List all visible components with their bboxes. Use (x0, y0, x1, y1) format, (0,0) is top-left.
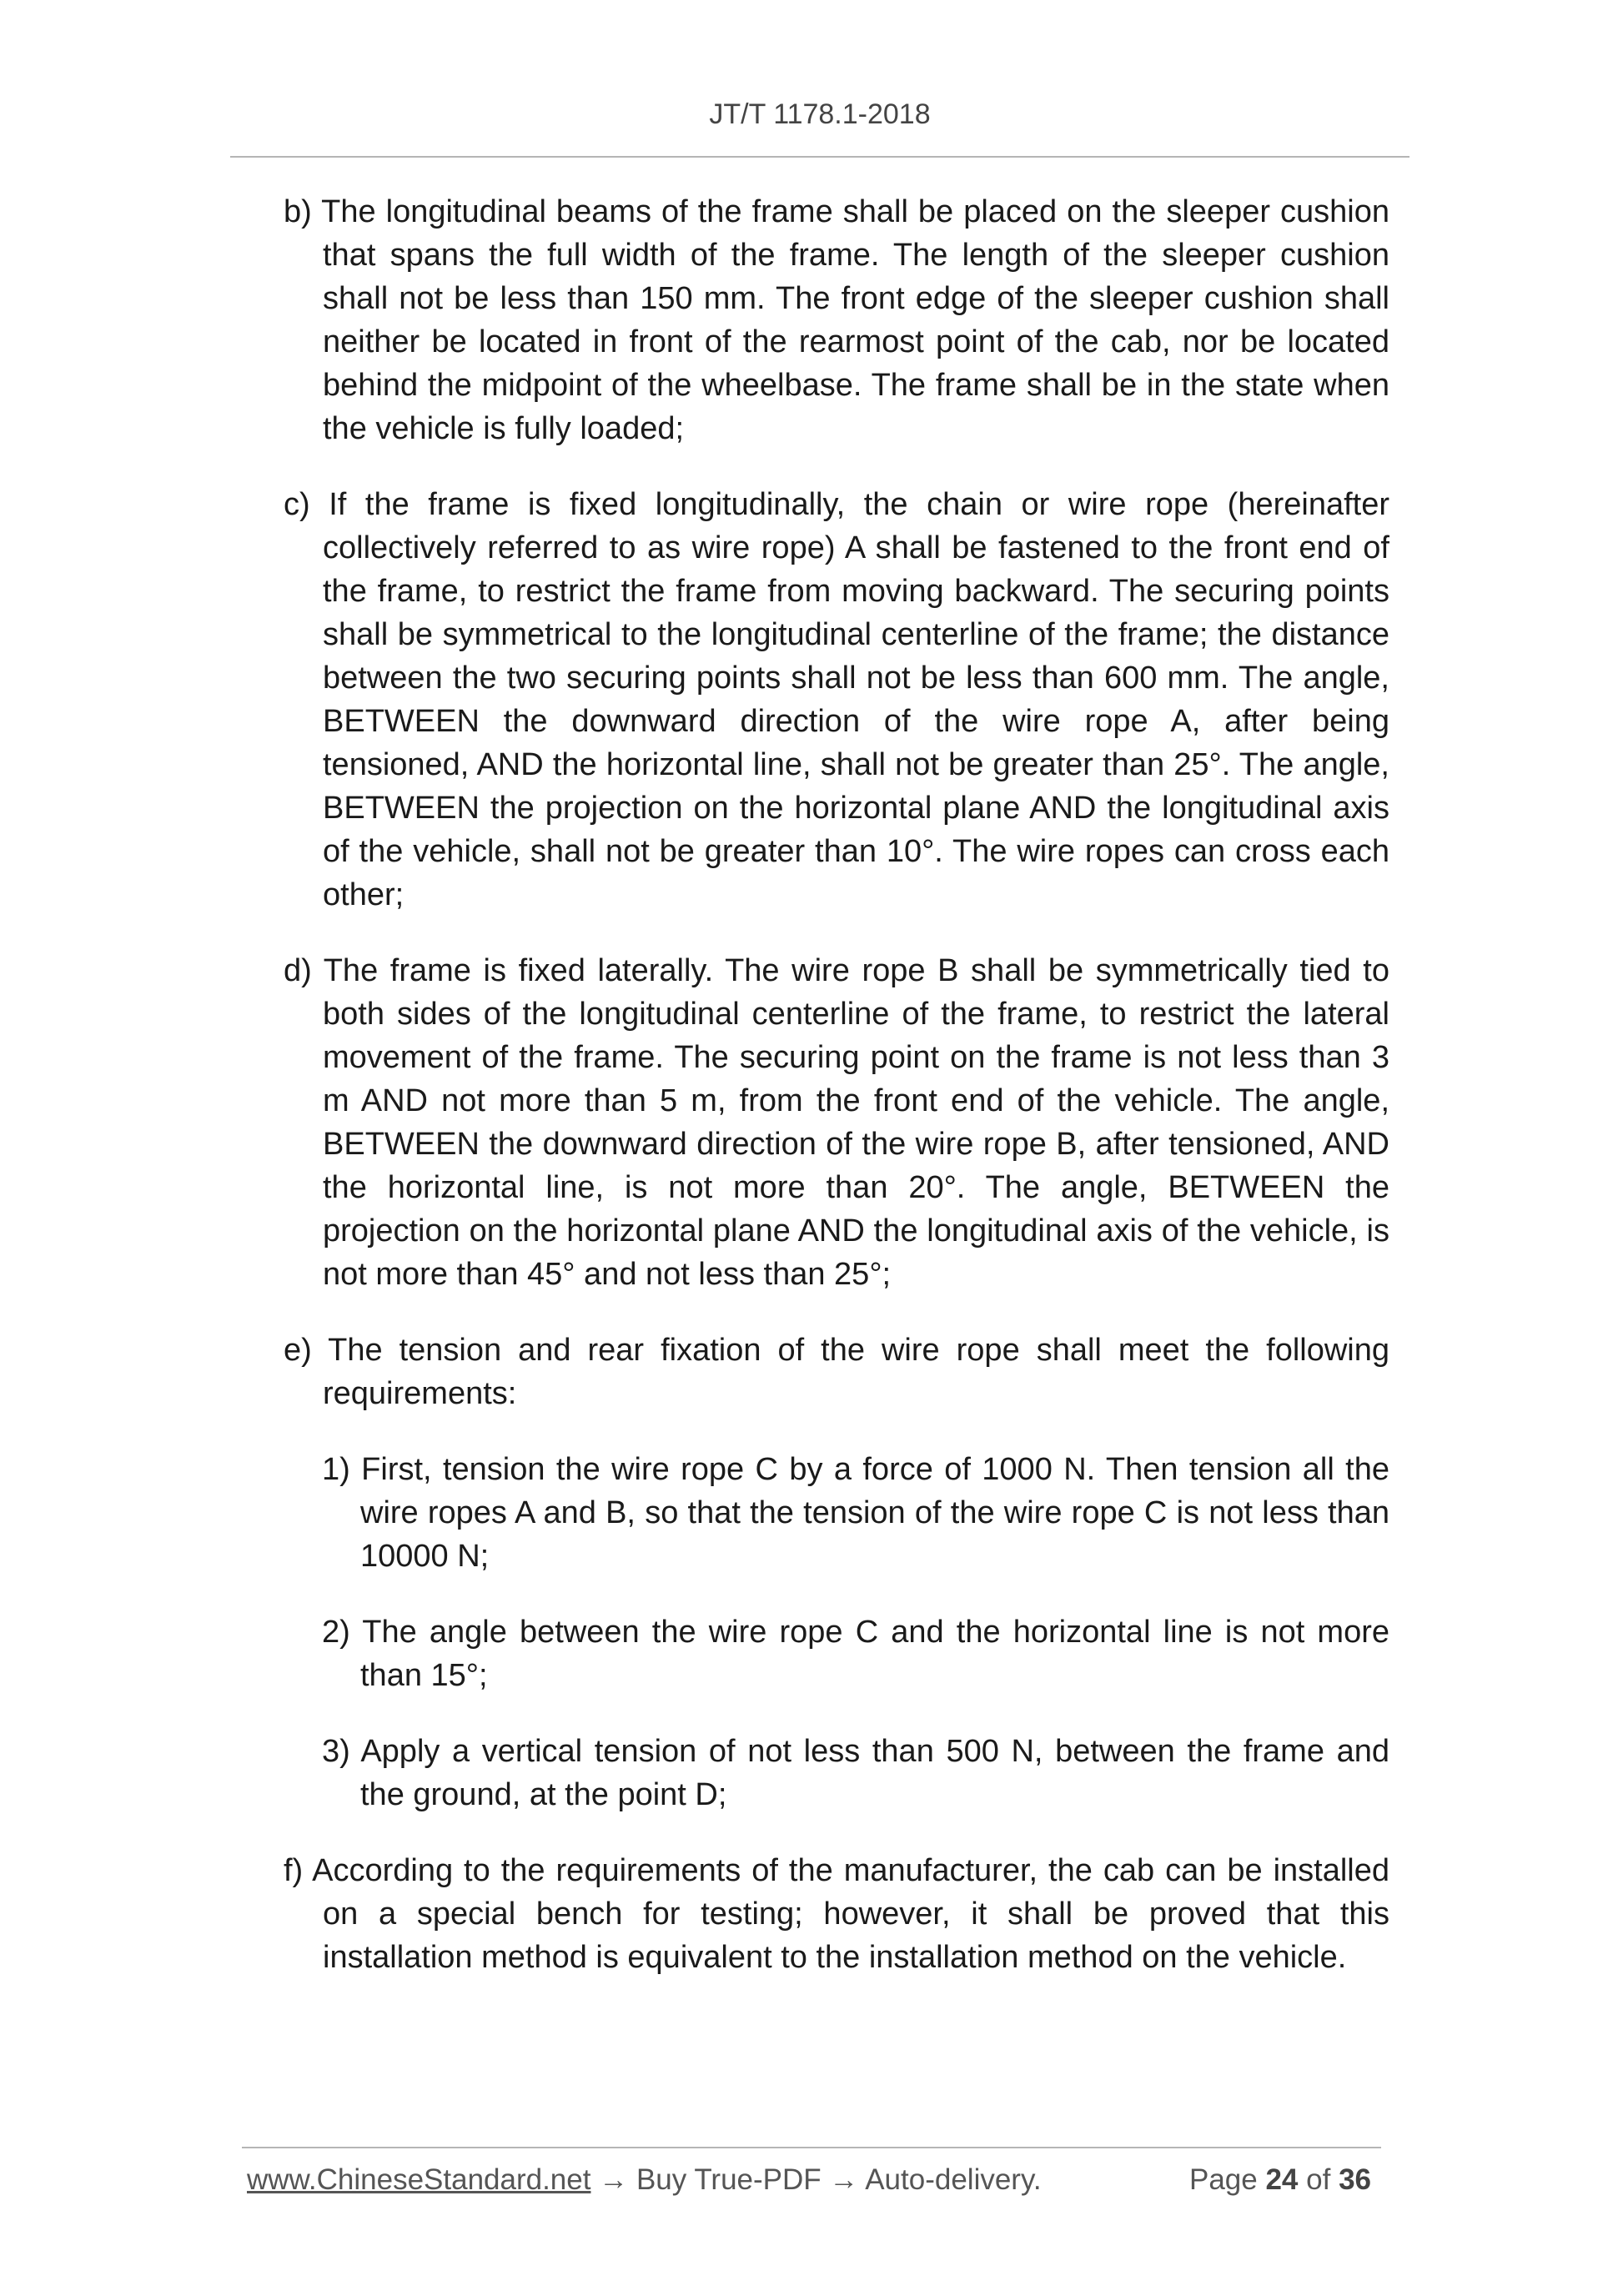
sub-item-text: First, tension the wire rope C by a force of 1000 N. Then tension all the wire ropes A and B, so that the tension of the wire rope C is not less than 10000 N; (360, 1452, 1389, 1574)
list-item-e (284, 1329, 1389, 1415)
sub-marker: 1) (322, 1452, 350, 1487)
sub-marker: 2) (322, 1615, 350, 1650)
website-link[interactable]: www.ChineseStandard.net (247, 2163, 591, 2196)
list-item-text: The tension and rear fixation of the wire rope shall meet the following requirements: (323, 1333, 1389, 1411)
document-code: JT/T 1178.1-2018 (709, 98, 931, 130)
list-item-text: If the frame is fixed longitudinally, the chain or wire rope (hereinafter collectively referred to as wire rope) A shall be fastened to the front end of the frame, to restrict the frame from moving backward. The securing points shall be symmetrical to the longitudinal centerline of the frame; the distance between the two securing points shall not be less than 600 mm. The angle, BETWEEN the downward direction of the wire rope A, after being tensioned, AND the horizontal line, shall not be greater than 25°. The angle, BETWEEN the projection on the horizontal plane AND the longitudinal axis of the vehicle, shall not be greater than 10°. The wire ropes can cross each other; (323, 487, 1390, 912)
sub-item-text: Apply a vertical tension of not less than 500 N, between the frame and the ground, at the point D; (360, 1734, 1389, 1812)
list-item-text: The longitudinal beams of the frame shall be placed on the sleeper cushion that spans the full width of the frame. The length of the sleeper cushion shall not be less than 150 mm. The front edge of the sleeper cushion shall neither be located in front of the rearmost point of the cab, nor be located behind the midpoint of the wheelbase. The frame shall be in the state when the vehicle is fully loaded; (321, 194, 1389, 446)
list-marker: e) (284, 1333, 312, 1368)
page-number (1189, 2163, 1371, 2197)
page-header (230, 98, 1409, 131)
buy-pdf-text: Buy True-PDF (636, 2163, 822, 2196)
list-item-f (284, 1849, 1389, 1979)
list-item-b (284, 190, 1389, 450)
page-label: Page (1188, 2163, 1258, 2196)
list-marker: b) (284, 194, 312, 229)
current-page: 24 (1265, 2163, 1299, 2196)
list-marker: f) (284, 1853, 304, 1888)
list-marker: d) (284, 953, 312, 988)
list-marker: c) (284, 487, 310, 522)
footer-divider (242, 2147, 1381, 2148)
arrow-right-icon: → (829, 2163, 859, 2196)
list-item-d (284, 949, 1389, 1296)
sub-item-2 (284, 1610, 1389, 1697)
list-item-text: According to the requirements of the manufacturer, the cab can be installed on a special bench for testing; however, it shall be proved that this installation method is equivalent to the installation method on the vehicle. (312, 1853, 1389, 1975)
arrow-right-icon: → (599, 2163, 629, 2196)
sub-item-text: The angle between the wire rope C and the horizontal line is not more than 15°; (360, 1615, 1390, 1693)
list-item-c (284, 483, 1389, 917)
total-pages: 36 (1339, 2163, 1371, 2196)
auto-delivery-text: Auto-delivery. (865, 2163, 1042, 2196)
list-item-text: The frame is fixed laterally. The wire rope B shall be symmetrically tied to both sides of the longitudinal centerline of the frame, to restrict the lateral movement of the frame. The securing point on the frame is not less than 3 m AND not more than 5 m, from the front end of the vehicle. The angle, BETWEEN the downward direction of the wire rope B, after tensioned, AND the horizontal line, is not more than 20°. The angle, BETWEEN the projection on the horizontal plane AND the longitudinal axis of the vehicle, is not more than 45° and not less than 25°; (323, 953, 1389, 1292)
sub-marker: 3) (322, 1734, 350, 1769)
sub-item-1 (284, 1448, 1389, 1578)
sub-item-3 (284, 1730, 1389, 1816)
of-label: of (1306, 2163, 1331, 2196)
document-body (284, 190, 1389, 2012)
header-divider (230, 156, 1409, 158)
